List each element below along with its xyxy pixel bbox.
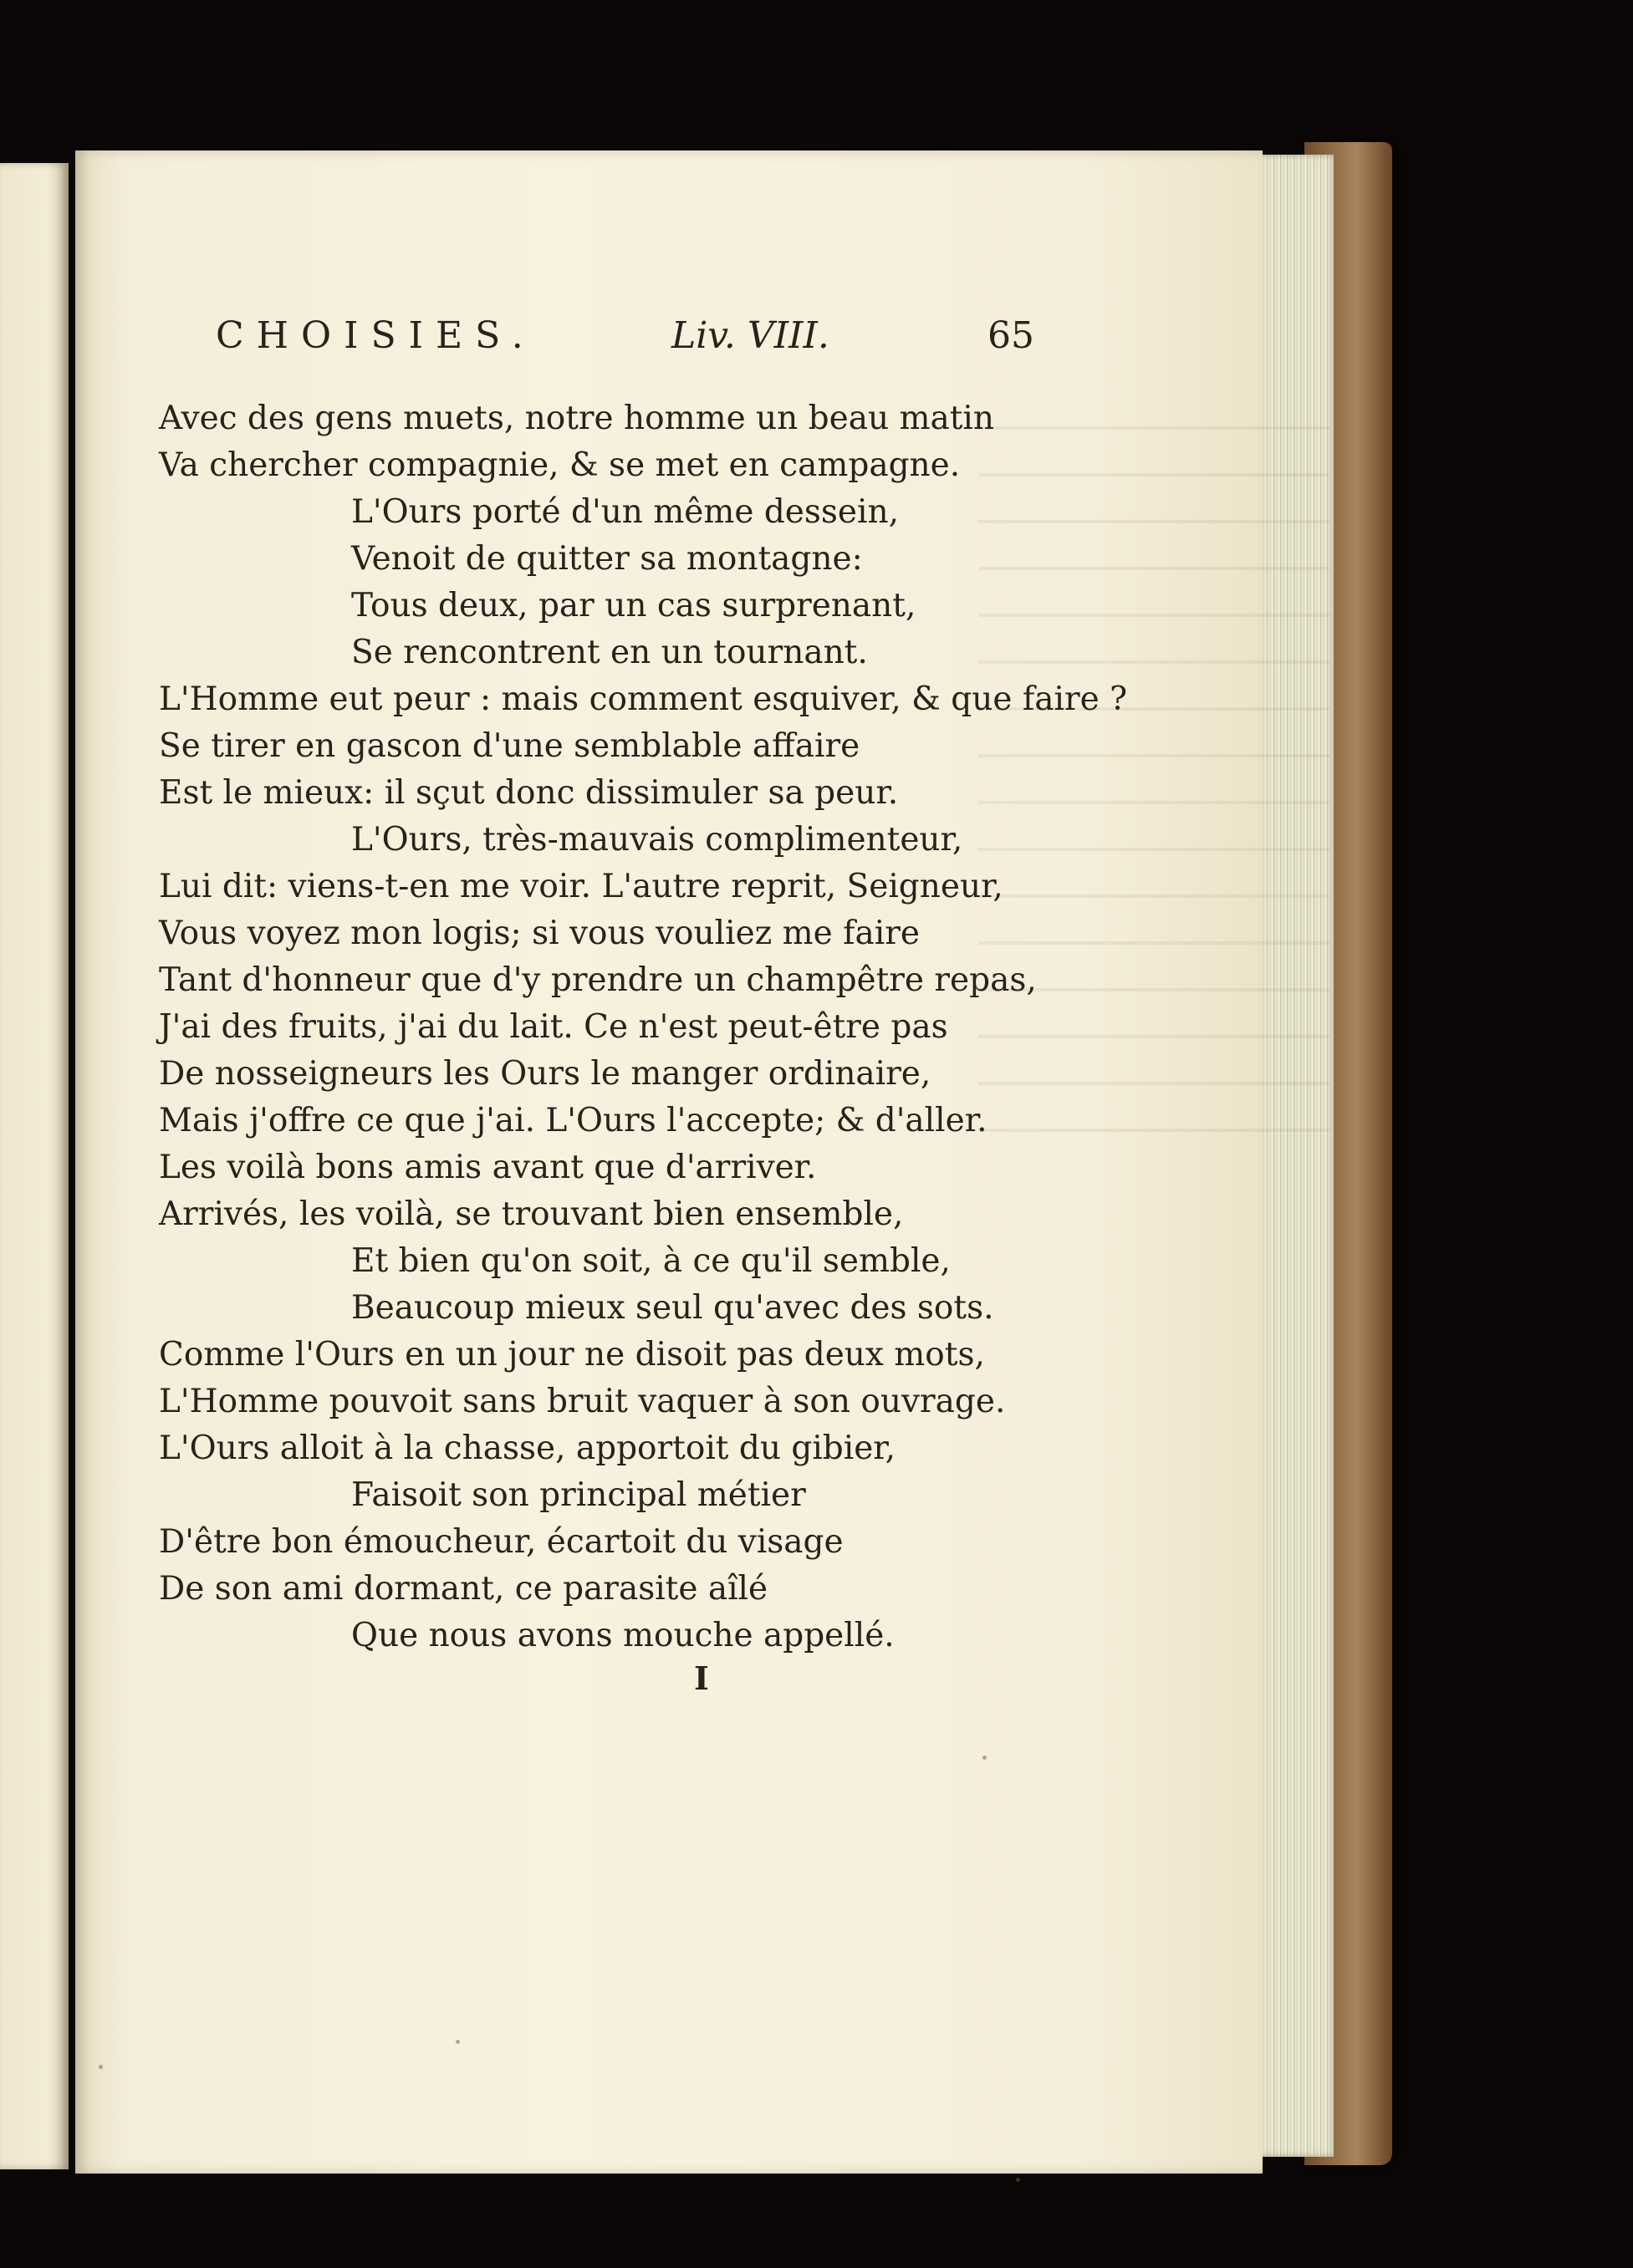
- verse-line: Va chercher compagnie, & se met en campagne.: [159, 446, 961, 484]
- verse-line: Est le mieux: il sçut donc dissimuler sa peur.: [159, 774, 899, 812]
- verse-line: Lui dit: viens-t-en me voir. L'autre reprit, Seigneur,: [159, 868, 1003, 905]
- verse-line: Se tirer en gascon d'une semblable affaire: [159, 727, 860, 765]
- verse-line: Arrivés, les voilà, se trouvant bien ensemble,: [159, 1195, 904, 1233]
- verse-line: De nosseigneurs les Ours le manger ordinaire,: [159, 1055, 931, 1093]
- verse-line: Tant d'honneur que d'y prendre un champêtre repas,: [159, 961, 1037, 999]
- verse-line: Les voilà bons amis avant que d'arriver.: [159, 1149, 817, 1186]
- verse-line: J'ai des fruits, j'ai du lait. Ce n'est peut-être pas: [159, 1008, 948, 1046]
- verse-line: D'être bon émoucheur, écartoit du visage: [159, 1523, 844, 1561]
- verse-line: Mais j'offre ce que j'ai. L'Ours l'accepte; & d'aller.: [159, 1102, 987, 1139]
- running-head-book: Liv. VIII.: [671, 314, 829, 357]
- paper-speck: [982, 1756, 987, 1760]
- verse-line: Vous voyez mon logis; si vous vouliez me faire: [159, 915, 920, 952]
- page-number: 65: [987, 314, 1034, 357]
- paper-speck: [99, 2065, 103, 2069]
- verse-line: L'Homme pouvoit sans bruit vaquer à son ouvrage.: [159, 1383, 1006, 1420]
- verse-line: Venoit de quitter sa montagne:: [351, 540, 863, 578]
- paper-speck: [456, 2040, 460, 2044]
- verse-line: Et bien qu'on soit, à ce qu'il semble,: [351, 1242, 951, 1280]
- verse-line: L'Homme eut peur : mais comment esquiver, & que faire ?: [159, 680, 1128, 718]
- verse-line: Tous deux, par un cas surprenant,: [351, 587, 916, 624]
- verse-line: De son ami dormant, ce parasite aîlé: [159, 1570, 768, 1608]
- signature-mark: I: [694, 1659, 709, 1697]
- verse-line: Beaucoup mieux seul qu'avec des sots.: [351, 1289, 994, 1327]
- running-head-title: CHOISIES.: [216, 314, 536, 357]
- verse-line: L'Ours, très-mauvais complimenteur,: [351, 821, 963, 859]
- verse-line: L'Ours alloit à la chasse, apportoit du gibier,: [159, 1430, 896, 1467]
- verse-line: Comme l'Ours en un jour ne disoit pas deux mots,: [159, 1336, 985, 1374]
- verse-line: Se rencontrent en un tournant.: [351, 634, 868, 671]
- verse-line: Faisoit son principal métier: [351, 1476, 806, 1514]
- verse-line: Que nous avons mouche appellé.: [351, 1617, 895, 1654]
- paper-speck: [1016, 2178, 1020, 2182]
- verse-line: L'Ours porté d'un même dessein,: [351, 493, 899, 531]
- verse-line: Avec des gens muets, notre homme un beau matin: [159, 400, 994, 437]
